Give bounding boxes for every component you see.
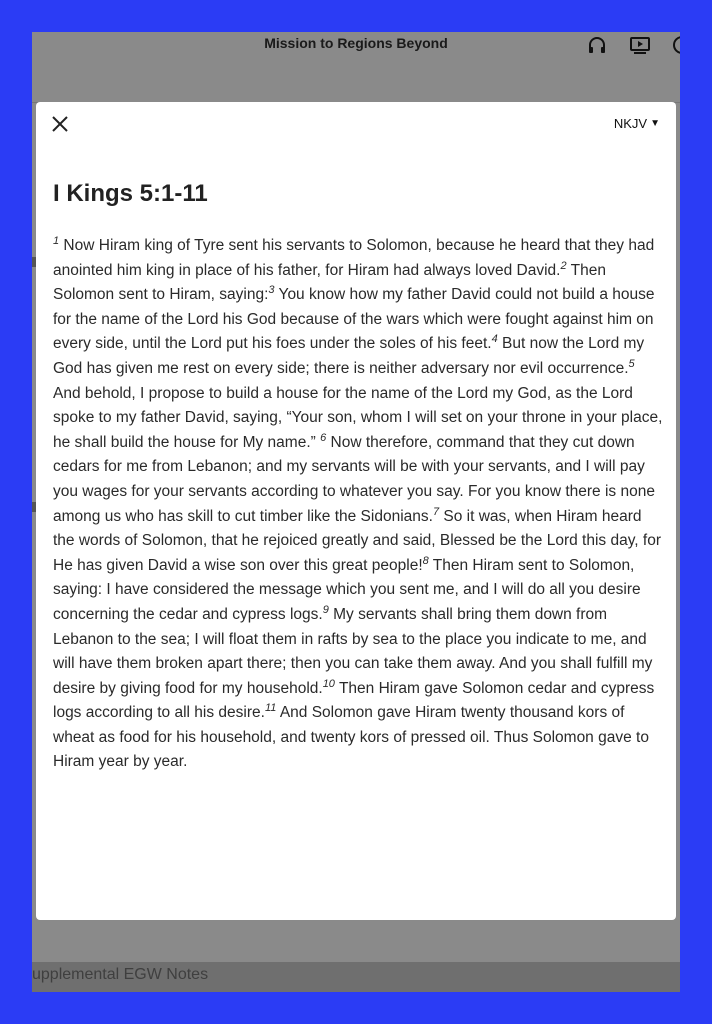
verse-text: You know how my father David could not build a house for the name of the Lord his God because of the wars which were fought against him on every side, until the Lord put his foes under the soles of his feet. [53,286,655,353]
verse-number: 2 [560,259,567,272]
verse-text: And Solomon gave Hiram twenty thousand kors of wheat as food for his household, and twenty kors of pressed oil. Thus Solomon gave to Hiram year by year. [53,704,649,771]
verse-number: 9 [322,603,329,616]
scripture-modal [36,102,676,920]
verse-text: But now the Lord my God has given me rest on every side; there is neither adversary nor evil occurrence. [53,335,645,377]
app-header [32,32,680,62]
headphones-icon[interactable] [587,35,607,55]
passage-text [53,234,663,775]
version-selector[interactable] [614,116,660,131]
app-title: Mission to Regions Beyond [264,35,448,51]
verse-text: And behold, I propose to build a house for the name of the Lord my God, as the Lord spoke to my father David, saying, “Your son, whom I will set on your throne in your place, he shall build the house for My name.” [53,384,663,451]
video-icon[interactable] [630,35,650,55]
verse-number: 7 [432,505,440,518]
verse-number: 10 [322,677,335,690]
version-label: NKJV [613,116,648,131]
verse-text: So it was, when Hiram heard the words of Solomon, that he rejoiced greatly and said, Blessed be the Lord this day, for He has given David a wise son over this great people! [53,507,662,574]
verse-number: 3 [268,284,275,297]
verse-text: Now therefore, command that they cut down cedars for me from Lebanon; and my servants will be with your servants, and I will pay you wages for your servants according to whatever you say. For you know there is none among us who has skill to cut timber like the Sidonians. [53,433,655,525]
verse-text: Then Hiram gave Solomon cedar and cypress logs according to all his desire. [53,679,655,722]
verse-text: Now Hiram king of Tyre sent his servants to Solomon, because he heard that they had anointed him king in place of his father, for Hiram had always loved David. [53,237,655,279]
close-icon[interactable] [50,114,70,134]
supplemental-notes-label[interactable]: upplemental EGW Notes [32,966,209,983]
verse-text: Then Solomon sent to Hiram, saying: [53,261,606,304]
verse-text: My servants shall bring them down from Lebanon to the sea; I will float them in rafts by sea to the place you indicate to me, and will have them broken apart there; then you can take them away. And you shall fulfill my desire by giving food for my household. [53,605,653,697]
verse-number: 5 [628,357,635,370]
verse-number: 8 [422,554,429,567]
verse-number: 6 [320,431,327,444]
info-icon[interactable] [672,35,680,55]
caret-down-icon: ▼ [650,118,660,129]
verse-number: 1 [53,234,60,247]
passage-title: I Kings 5:1-11 [53,180,208,207]
verse-text: Then Hiram sent to Solomon, saying: I have considered the message which you sent me, and I will do all you desire concerning the cedar and cypress logs. [53,556,641,623]
verse-number: 4 [491,333,498,346]
bottom-bar[interactable] [32,962,680,992]
verse-number: 11 [264,702,277,715]
